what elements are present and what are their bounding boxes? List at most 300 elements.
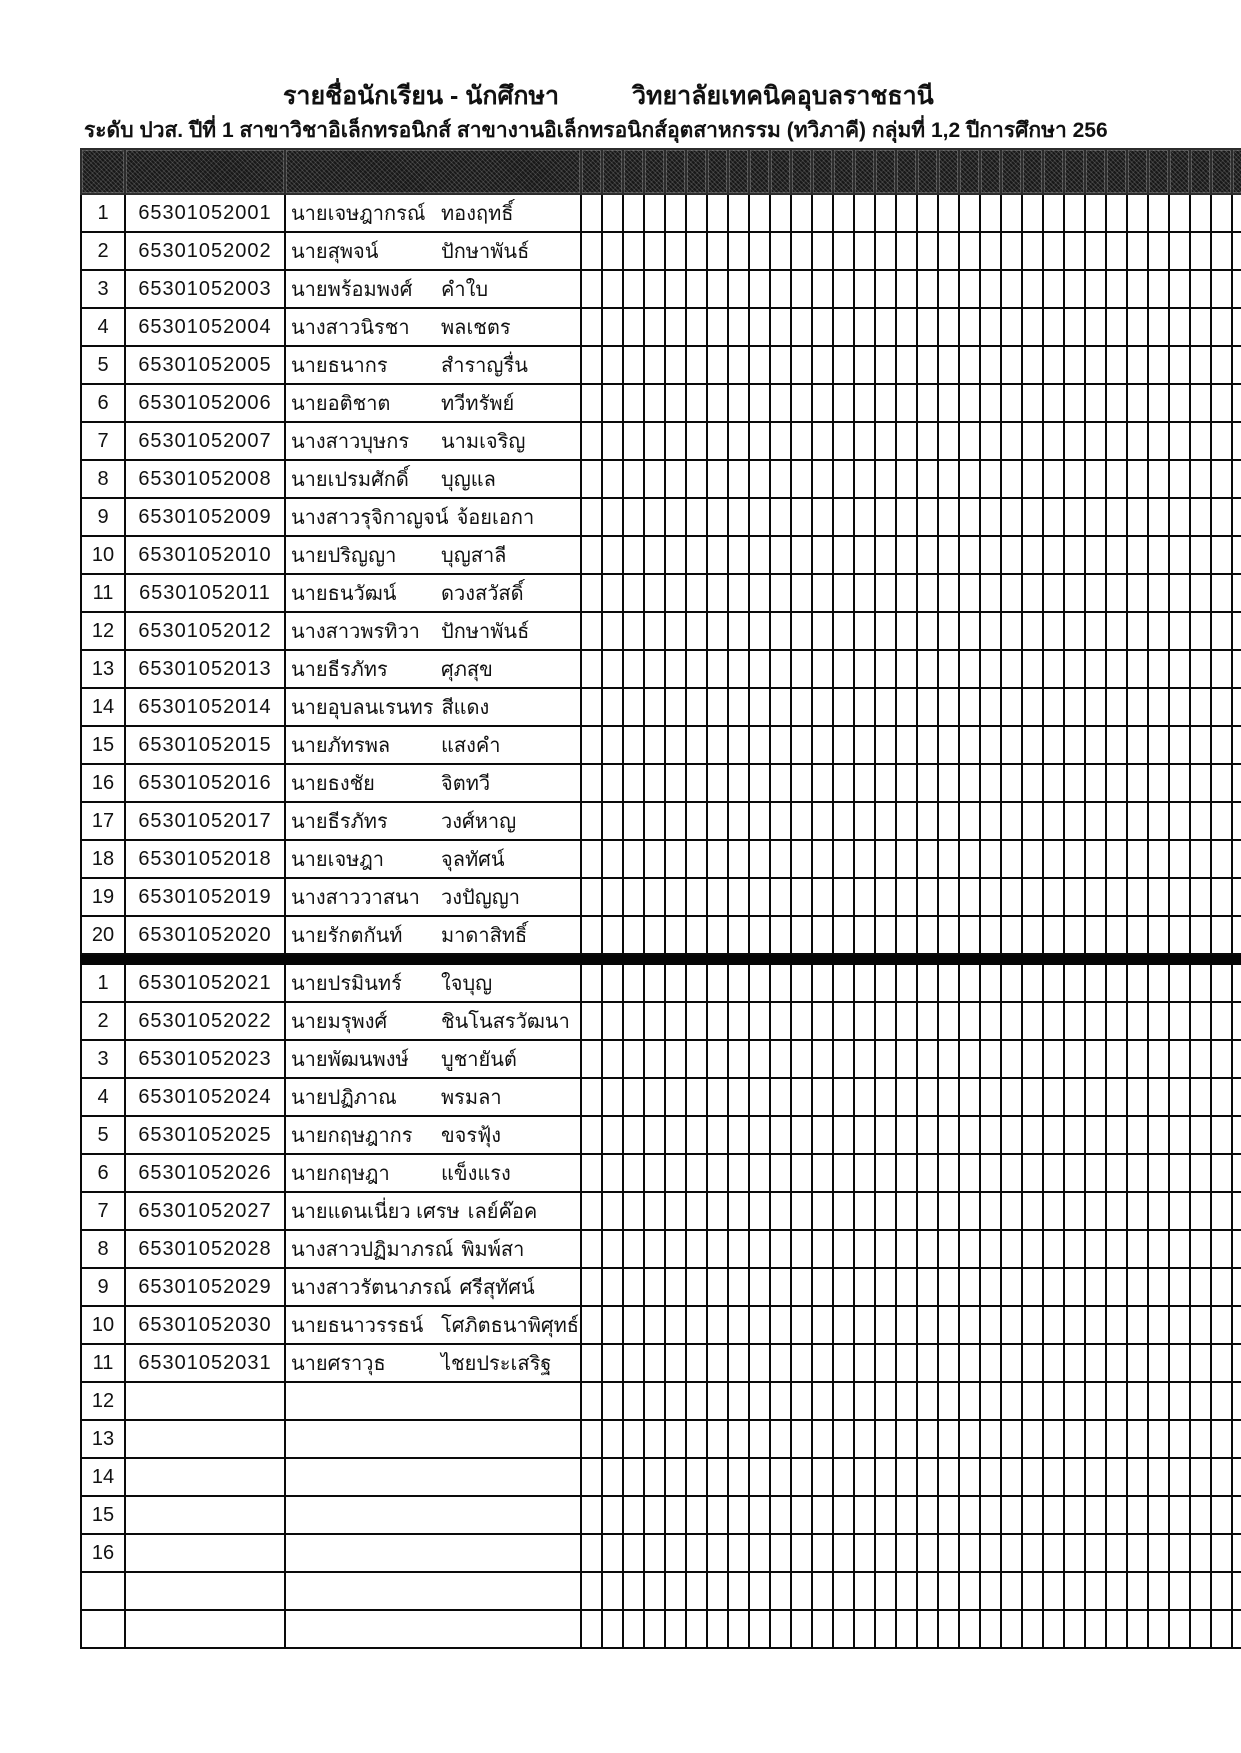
student-name bbox=[286, 881, 580, 913]
attendance-cell bbox=[749, 1230, 770, 1268]
attendance-cell bbox=[602, 764, 623, 802]
surname: ไชยประเสริฐ bbox=[441, 1353, 552, 1375]
attendance-cell bbox=[623, 1002, 644, 1040]
attendance-cell bbox=[1211, 1040, 1232, 1078]
attendance-cell bbox=[581, 1154, 602, 1192]
attendance-cell bbox=[938, 346, 959, 384]
student-name-cell bbox=[285, 1572, 581, 1610]
attendance-cell bbox=[581, 194, 602, 232]
attendance-cell bbox=[812, 916, 833, 954]
attendance-cell bbox=[1064, 964, 1085, 1002]
attendance-cell bbox=[959, 916, 980, 954]
attendance-cell bbox=[917, 270, 938, 308]
attendance-cell bbox=[917, 498, 938, 536]
attendance-cell bbox=[1064, 308, 1085, 346]
given-name: นางสาวปฏิมาภรณ์ bbox=[291, 1239, 454, 1261]
attendance-cell bbox=[623, 1382, 644, 1420]
attendance-cell bbox=[1001, 1344, 1022, 1382]
student-id-cell: 65301052009 bbox=[125, 498, 285, 536]
attendance-cell bbox=[1169, 1534, 1190, 1572]
attendance-cell bbox=[770, 1496, 791, 1534]
attendance-cell bbox=[1085, 1154, 1106, 1192]
attendance-cell bbox=[917, 1572, 938, 1610]
attendance-cell bbox=[728, 498, 749, 536]
attendance-cell bbox=[959, 964, 980, 1002]
attendance-cell bbox=[980, 612, 1001, 650]
attendance-cell bbox=[1232, 916, 1241, 954]
attendance-cell bbox=[749, 232, 770, 270]
attendance-cell bbox=[1211, 1192, 1232, 1230]
attendance-cell bbox=[623, 726, 644, 764]
attendance-cell bbox=[623, 878, 644, 916]
attendance-cell bbox=[1169, 1458, 1190, 1496]
attendance-cell bbox=[1169, 346, 1190, 384]
attendance-cell bbox=[1022, 612, 1043, 650]
attendance-cell bbox=[791, 1420, 812, 1458]
attendance-cell bbox=[1232, 574, 1241, 612]
header-cell-attendance bbox=[1127, 149, 1148, 194]
attendance-cell bbox=[1064, 612, 1085, 650]
row-number-cell: 13 bbox=[81, 650, 125, 688]
attendance-cell bbox=[875, 1610, 896, 1648]
attendance-cell bbox=[707, 574, 728, 612]
attendance-cell bbox=[1169, 1116, 1190, 1154]
attendance-cell bbox=[875, 1496, 896, 1534]
attendance-cell bbox=[749, 384, 770, 422]
given-name: นายแดนเนี่ยว เศรษ bbox=[291, 1201, 460, 1223]
attendance-cell bbox=[1043, 270, 1064, 308]
surname: ทวีทรัพย์ bbox=[441, 393, 515, 415]
attendance-cell bbox=[917, 1192, 938, 1230]
attendance-cell bbox=[749, 878, 770, 916]
row-number-cell: 9 bbox=[81, 498, 125, 536]
attendance-cell bbox=[1169, 688, 1190, 726]
attendance-cell bbox=[581, 878, 602, 916]
row-number-cell: 7 bbox=[81, 1192, 125, 1230]
attendance-cell bbox=[770, 1078, 791, 1116]
table-row bbox=[81, 232, 1241, 270]
attendance-cell bbox=[749, 1040, 770, 1078]
attendance-cell bbox=[1211, 964, 1232, 1002]
attendance-cell bbox=[602, 308, 623, 346]
attendance-cell bbox=[749, 346, 770, 384]
attendance-cell bbox=[791, 802, 812, 840]
attendance-cell bbox=[1169, 726, 1190, 764]
row-number-cell: 6 bbox=[81, 1154, 125, 1192]
row-number-cell: 11 bbox=[81, 574, 125, 612]
attendance-cell bbox=[665, 1458, 686, 1496]
attendance-cell bbox=[686, 498, 707, 536]
attendance-cell bbox=[1043, 536, 1064, 574]
student-name-cell bbox=[285, 612, 581, 650]
attendance-cell bbox=[959, 1344, 980, 1382]
attendance-cell bbox=[959, 1306, 980, 1344]
student-name-cell bbox=[285, 194, 581, 232]
attendance-cell bbox=[917, 1078, 938, 1116]
attendance-cell bbox=[1232, 1040, 1241, 1078]
attendance-cell bbox=[1169, 1002, 1190, 1040]
attendance-cell bbox=[854, 1040, 875, 1078]
attendance-cell bbox=[791, 194, 812, 232]
row-number-cell: 13 bbox=[81, 1420, 125, 1458]
attendance-cell bbox=[1064, 1610, 1085, 1648]
attendance-cell bbox=[812, 650, 833, 688]
attendance-cell bbox=[938, 1002, 959, 1040]
attendance-cell bbox=[1064, 194, 1085, 232]
attendance-cell bbox=[875, 1420, 896, 1458]
attendance-cell bbox=[1043, 1572, 1064, 1610]
table-row bbox=[81, 194, 1241, 232]
given-name: นายธนวัฒน์ bbox=[291, 583, 397, 605]
student-roster-table bbox=[80, 148, 1241, 1649]
attendance-cell bbox=[959, 270, 980, 308]
attendance-cell bbox=[686, 726, 707, 764]
student-name-cell bbox=[285, 384, 581, 422]
surname: จุลทัศน์ bbox=[441, 849, 505, 871]
attendance-cell bbox=[833, 1572, 854, 1610]
attendance-cell bbox=[644, 916, 665, 954]
row-number-cell: 11 bbox=[81, 1344, 125, 1382]
attendance-cell bbox=[1064, 536, 1085, 574]
attendance-cell bbox=[1085, 498, 1106, 536]
attendance-cell bbox=[833, 840, 854, 878]
surname: พิมพ์สา bbox=[461, 1239, 525, 1261]
attendance-cell bbox=[581, 536, 602, 574]
attendance-cell bbox=[959, 688, 980, 726]
attendance-cell bbox=[833, 232, 854, 270]
attendance-cell bbox=[602, 1154, 623, 1192]
attendance-cell bbox=[917, 194, 938, 232]
attendance-cell bbox=[728, 194, 749, 232]
attendance-cell bbox=[959, 840, 980, 878]
attendance-cell bbox=[791, 1306, 812, 1344]
attendance-cell bbox=[602, 384, 623, 422]
attendance-cell bbox=[1211, 1344, 1232, 1382]
attendance-cell bbox=[1232, 498, 1241, 536]
attendance-cell bbox=[1232, 270, 1241, 308]
attendance-cell bbox=[917, 460, 938, 498]
attendance-cell bbox=[1001, 1420, 1022, 1458]
attendance-cell bbox=[1232, 650, 1241, 688]
student-name-cell bbox=[285, 1268, 581, 1306]
attendance-cell bbox=[812, 802, 833, 840]
attendance-cell bbox=[833, 764, 854, 802]
attendance-cell bbox=[833, 878, 854, 916]
attendance-cell bbox=[728, 1116, 749, 1154]
attendance-cell bbox=[686, 1534, 707, 1572]
attendance-cell bbox=[896, 1040, 917, 1078]
attendance-cell bbox=[1127, 1268, 1148, 1306]
attendance-cell bbox=[1169, 612, 1190, 650]
table-row bbox=[81, 1420, 1241, 1458]
attendance-cell bbox=[896, 650, 917, 688]
attendance-cell bbox=[644, 1534, 665, 1572]
attendance-cell bbox=[728, 764, 749, 802]
attendance-cell bbox=[707, 1382, 728, 1420]
attendance-cell bbox=[644, 878, 665, 916]
student-name-cell bbox=[285, 688, 581, 726]
attendance-cell bbox=[812, 1534, 833, 1572]
attendance-cell bbox=[686, 764, 707, 802]
attendance-cell bbox=[791, 1458, 812, 1496]
header-cell-attendance bbox=[917, 149, 938, 194]
attendance-cell bbox=[644, 802, 665, 840]
row-number-cell: 18 bbox=[81, 840, 125, 878]
row-number-cell: 14 bbox=[81, 688, 125, 726]
attendance-cell bbox=[1064, 802, 1085, 840]
attendance-cell bbox=[1001, 1306, 1022, 1344]
attendance-cell bbox=[1085, 878, 1106, 916]
attendance-cell bbox=[1106, 308, 1127, 346]
attendance-cell bbox=[1085, 1040, 1106, 1078]
attendance-cell bbox=[980, 574, 1001, 612]
attendance-cell bbox=[728, 726, 749, 764]
attendance-cell bbox=[686, 688, 707, 726]
row-number-cell: 5 bbox=[81, 1116, 125, 1154]
attendance-cell bbox=[581, 460, 602, 498]
attendance-cell bbox=[1190, 1192, 1211, 1230]
attendance-cell bbox=[938, 1040, 959, 1078]
attendance-cell bbox=[1127, 308, 1148, 346]
attendance-cell bbox=[1232, 764, 1241, 802]
attendance-cell bbox=[686, 1420, 707, 1458]
attendance-cell bbox=[728, 1192, 749, 1230]
attendance-cell bbox=[770, 194, 791, 232]
attendance-cell bbox=[896, 1116, 917, 1154]
attendance-cell bbox=[1043, 498, 1064, 536]
table-row bbox=[81, 916, 1241, 954]
attendance-cell bbox=[749, 1610, 770, 1648]
attendance-cell bbox=[938, 612, 959, 650]
attendance-cell bbox=[1085, 1230, 1106, 1268]
attendance-cell bbox=[749, 726, 770, 764]
attendance-cell bbox=[791, 1154, 812, 1192]
attendance-cell bbox=[875, 270, 896, 308]
attendance-cell bbox=[707, 1230, 728, 1268]
student-name-cell bbox=[285, 1192, 581, 1230]
attendance-cell bbox=[1106, 1192, 1127, 1230]
attendance-cell bbox=[854, 840, 875, 878]
student-name-cell bbox=[285, 1040, 581, 1078]
attendance-cell bbox=[686, 840, 707, 878]
attendance-cell bbox=[896, 802, 917, 840]
attendance-cell bbox=[623, 1192, 644, 1230]
attendance-cell bbox=[581, 422, 602, 460]
attendance-cell bbox=[1211, 1534, 1232, 1572]
attendance-cell bbox=[644, 1002, 665, 1040]
attendance-cell bbox=[938, 1610, 959, 1648]
attendance-cell bbox=[1001, 194, 1022, 232]
attendance-cell bbox=[938, 536, 959, 574]
attendance-cell bbox=[917, 612, 938, 650]
student-id-cell: 65301052014 bbox=[125, 688, 285, 726]
attendance-cell bbox=[812, 1230, 833, 1268]
attendance-cell bbox=[644, 688, 665, 726]
attendance-cell bbox=[665, 194, 686, 232]
attendance-cell bbox=[770, 232, 791, 270]
attendance-cell bbox=[770, 726, 791, 764]
attendance-cell bbox=[770, 574, 791, 612]
attendance-cell bbox=[707, 232, 728, 270]
attendance-cell bbox=[707, 1116, 728, 1154]
student-name bbox=[286, 691, 580, 723]
attendance-cell bbox=[1148, 308, 1169, 346]
attendance-cell bbox=[1169, 1268, 1190, 1306]
attendance-cell bbox=[917, 840, 938, 878]
student-name bbox=[286, 615, 580, 647]
student-id-cell: 65301052005 bbox=[125, 346, 285, 384]
student-id-cell bbox=[125, 1610, 285, 1648]
attendance-cell bbox=[1106, 1382, 1127, 1420]
attendance-cell bbox=[938, 232, 959, 270]
student-name-cell bbox=[285, 422, 581, 460]
attendance-cell bbox=[770, 346, 791, 384]
row-number-cell: 19 bbox=[81, 878, 125, 916]
attendance-cell bbox=[1169, 964, 1190, 1002]
attendance-cell bbox=[623, 384, 644, 422]
attendance-cell bbox=[1001, 1002, 1022, 1040]
attendance-cell bbox=[896, 346, 917, 384]
row-number-cell: 8 bbox=[81, 460, 125, 498]
attendance-cell bbox=[581, 1610, 602, 1648]
attendance-cell bbox=[1043, 802, 1064, 840]
attendance-cell bbox=[1232, 802, 1241, 840]
surname: สีแดง bbox=[441, 697, 490, 719]
attendance-cell bbox=[1127, 1040, 1148, 1078]
attendance-cell bbox=[896, 1306, 917, 1344]
attendance-cell bbox=[1085, 1268, 1106, 1306]
student-id-cell: 65301052015 bbox=[125, 726, 285, 764]
attendance-cell bbox=[602, 194, 623, 232]
attendance-cell bbox=[686, 964, 707, 1002]
student-id-cell: 65301052023 bbox=[125, 1040, 285, 1078]
attendance-cell bbox=[917, 764, 938, 802]
attendance-cell bbox=[896, 422, 917, 460]
surname: แข็งแรง bbox=[441, 1163, 511, 1185]
student-id-cell bbox=[125, 1382, 285, 1420]
attendance-cell bbox=[623, 1458, 644, 1496]
attendance-cell bbox=[1085, 1610, 1106, 1648]
attendance-cell bbox=[938, 1192, 959, 1230]
attendance-cell bbox=[1190, 308, 1211, 346]
given-name: นายกฤษฎากร bbox=[291, 1125, 413, 1147]
attendance-cell bbox=[686, 346, 707, 384]
attendance-cell bbox=[1022, 688, 1043, 726]
attendance-cell bbox=[854, 460, 875, 498]
page-header bbox=[0, 76, 1241, 116]
attendance-cell bbox=[812, 726, 833, 764]
attendance-cell bbox=[938, 650, 959, 688]
attendance-cell bbox=[1085, 1002, 1106, 1040]
row-number-cell: 10 bbox=[81, 1306, 125, 1344]
attendance-cell bbox=[1043, 1078, 1064, 1116]
attendance-cell bbox=[791, 1040, 812, 1078]
attendance-cell bbox=[1064, 916, 1085, 954]
attendance-cell bbox=[1169, 384, 1190, 422]
attendance-cell bbox=[1190, 1534, 1211, 1572]
attendance-cell bbox=[812, 1116, 833, 1154]
attendance-cell bbox=[749, 916, 770, 954]
attendance-cell bbox=[854, 1458, 875, 1496]
attendance-cell bbox=[1211, 1116, 1232, 1154]
header-cell-attendance bbox=[1169, 149, 1190, 194]
attendance-cell bbox=[623, 1040, 644, 1078]
attendance-cell bbox=[644, 232, 665, 270]
student-name bbox=[286, 425, 580, 457]
attendance-cell bbox=[770, 612, 791, 650]
attendance-cell bbox=[665, 1078, 686, 1116]
header-cell-attendance bbox=[812, 149, 833, 194]
attendance-cell bbox=[875, 308, 896, 346]
attendance-cell bbox=[791, 650, 812, 688]
attendance-cell bbox=[917, 1154, 938, 1192]
student-name bbox=[286, 577, 580, 609]
attendance-cell bbox=[1232, 964, 1241, 1002]
attendance-cell bbox=[1085, 916, 1106, 954]
attendance-cell bbox=[1232, 536, 1241, 574]
attendance-cell bbox=[791, 346, 812, 384]
attendance-cell bbox=[602, 1116, 623, 1154]
attendance-cell bbox=[812, 878, 833, 916]
attendance-cell bbox=[1001, 1534, 1022, 1572]
attendance-cell bbox=[770, 1534, 791, 1572]
attendance-cell bbox=[1106, 1572, 1127, 1610]
student-name bbox=[286, 729, 580, 761]
attendance-cell bbox=[959, 764, 980, 802]
attendance-cell bbox=[707, 536, 728, 574]
given-name: นายศราวุธ bbox=[291, 1353, 386, 1375]
attendance-cell bbox=[812, 1344, 833, 1382]
table-row bbox=[81, 1496, 1241, 1534]
attendance-cell bbox=[1064, 1534, 1085, 1572]
attendance-cell bbox=[770, 422, 791, 460]
attendance-cell bbox=[917, 346, 938, 384]
attendance-cell bbox=[1106, 498, 1127, 536]
attendance-cell bbox=[896, 840, 917, 878]
attendance-cell bbox=[749, 1116, 770, 1154]
attendance-cell bbox=[1106, 1458, 1127, 1496]
attendance-cell bbox=[1085, 270, 1106, 308]
attendance-cell bbox=[644, 384, 665, 422]
surname: ขจรฟุ้ง bbox=[441, 1125, 502, 1147]
attendance-cell bbox=[749, 422, 770, 460]
attendance-cell bbox=[581, 1268, 602, 1306]
attendance-cell bbox=[1106, 1002, 1127, 1040]
attendance-cell bbox=[728, 1610, 749, 1648]
attendance-cell bbox=[896, 1230, 917, 1268]
attendance-cell bbox=[1169, 1610, 1190, 1648]
attendance-cell bbox=[1022, 422, 1043, 460]
attendance-cell bbox=[791, 1534, 812, 1572]
attendance-cell bbox=[1064, 688, 1085, 726]
attendance-cell bbox=[812, 1002, 833, 1040]
attendance-cell bbox=[833, 1534, 854, 1572]
row-number-cell: 14 bbox=[81, 1458, 125, 1496]
attendance-cell bbox=[959, 1078, 980, 1116]
attendance-cell bbox=[644, 1420, 665, 1458]
student-name-cell bbox=[285, 878, 581, 916]
attendance-cell bbox=[812, 1382, 833, 1420]
attendance-cell bbox=[1043, 1154, 1064, 1192]
given-name: นายพัฒนพงษ์ bbox=[291, 1049, 409, 1071]
attendance-cell bbox=[623, 194, 644, 232]
attendance-cell bbox=[1001, 1268, 1022, 1306]
student-name-cell bbox=[285, 1154, 581, 1192]
attendance-cell bbox=[1022, 574, 1043, 612]
attendance-cell bbox=[833, 1496, 854, 1534]
attendance-cell bbox=[1106, 1420, 1127, 1458]
attendance-cell bbox=[1190, 612, 1211, 650]
